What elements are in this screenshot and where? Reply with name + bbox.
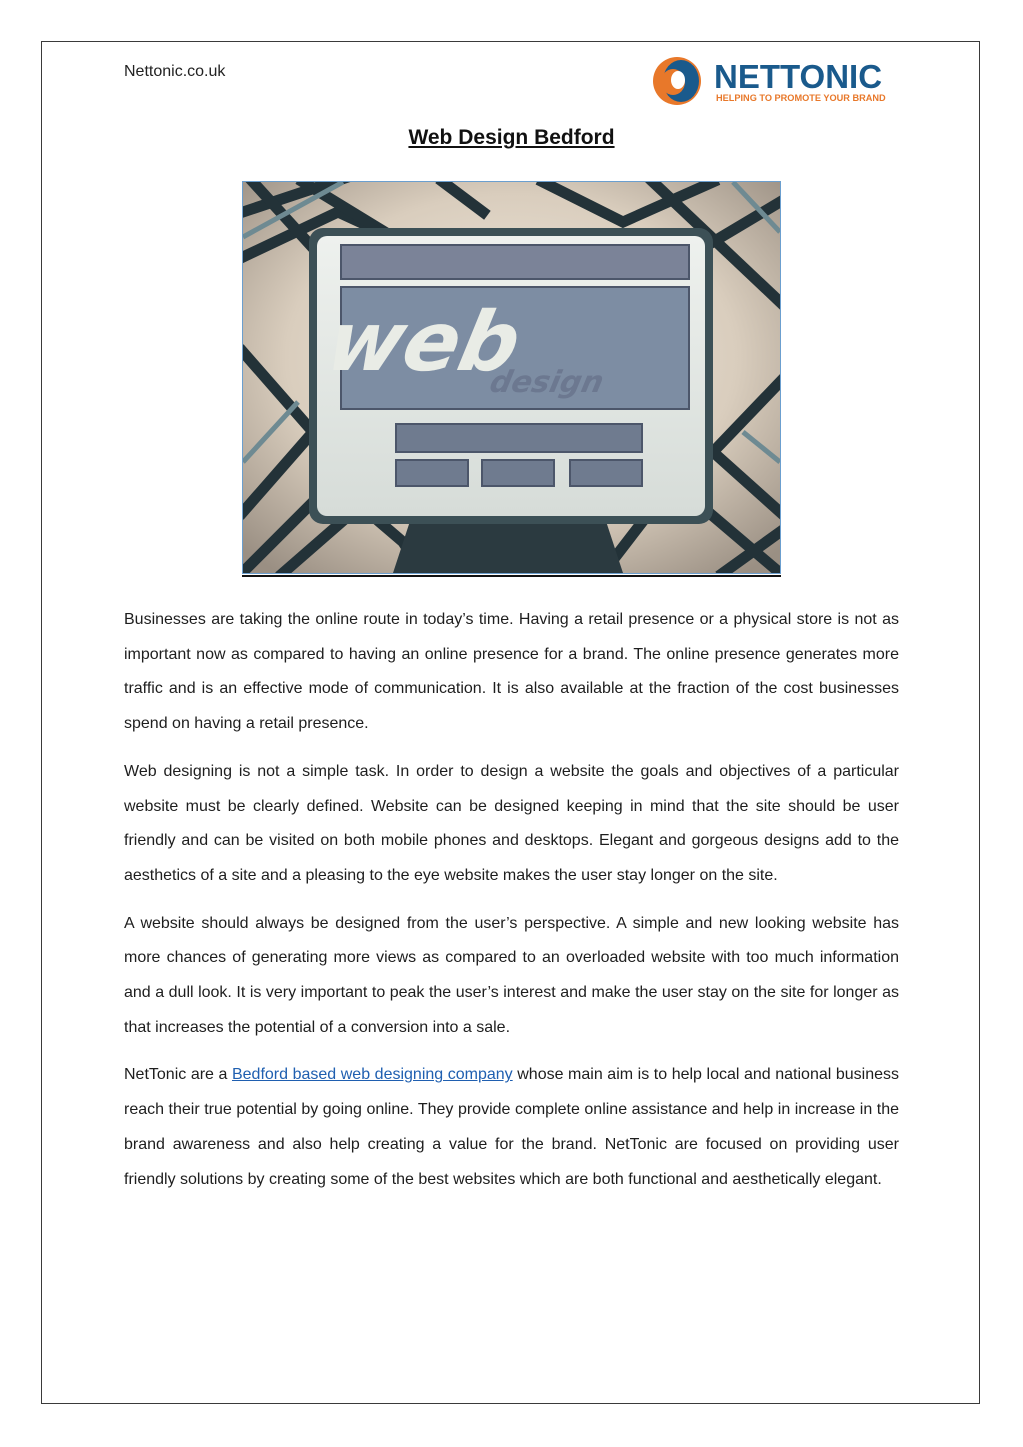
paragraph-4-lead: NetTonic are a [124,1066,232,1084]
logo-mark-icon [650,55,900,107]
bedford-web-design-link[interactable]: Bedford based web designing company [231,1066,513,1084]
logo-brand-name: NETTONIC [714,58,883,95]
hero-underline [242,575,781,577]
web-design-illustration [243,182,780,573]
hero-word-design: design [486,365,607,400]
body-text [124,603,899,1210]
paragraph-4 [124,1058,899,1197]
site-url: Nettonic.co.uk [124,63,226,80]
paragraph-4-rest: whose main aim is to help local and national business reach their true potential by going online. They provide complete online assistance and help in increase in the brand awareness and also help creating a value for the brand. NetTonic are focused on providing user friendly solutions by creating some of the best websites which are both functional and aesthetically elegant. [124,1066,900,1188]
nettonic-logo[interactable] [650,55,900,107]
paragraph-2: Web designing is not a simple task. In order to design a website the goals and objectives of a particular website must be clearly defined. Website can be designed keeping in mind that the site should be user friendly and can be visited on both mobile phones and desktops. Elegant and gorgeous designs add to the aesthetics of a site and a pleasing to the eye website makes the user stay longer on the site. [124,762,899,884]
web-design-hero-image [242,181,781,574]
paragraph-1: Businesses are taking the online route in today’s time. Having a retail presence or a physical store is not as important now as compared to having an online presence for a brand. The online presence generates more traffic and is an effective mode of communication. It is also available at the fraction of the cost businesses spend on having a retail presence. [124,611,899,733]
hero-word-web: web [318,293,530,390]
logo-tagline: HELPING TO PROMOTE YOUR BRAND [716,93,886,103]
document-title: Web Design Bedford [408,126,615,149]
paragraph-3: A website should always be designed from the user’s perspective. A simple and new looking website has more chances of generating more views as compared to an overloaded website with too much information and a dull look. It is very important to peak the user’s interest and make the user stay on the site for longer as that increases the potential of a conversion into a sale. [124,914,899,1036]
